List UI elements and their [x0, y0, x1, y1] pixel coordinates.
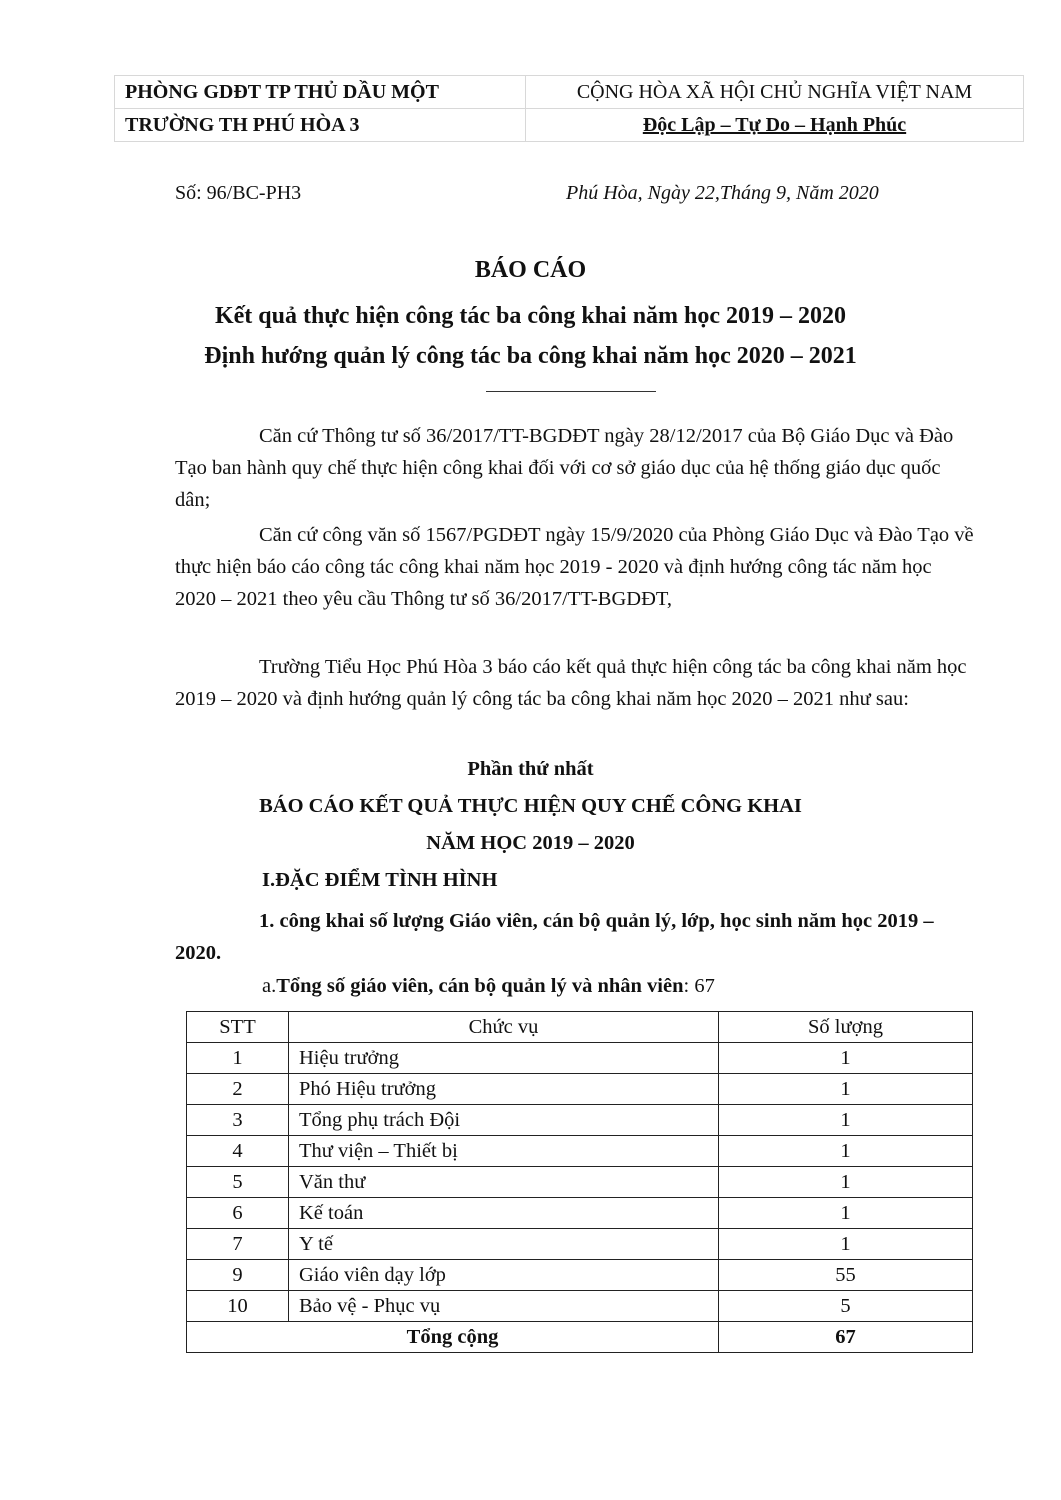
table-row [187, 1291, 973, 1322]
cell-quantity: 55 [719, 1260, 973, 1291]
cell-stt: 9 [187, 1260, 289, 1291]
cell-stt: 2 [187, 1074, 289, 1105]
cell-quantity: 1 [719, 1074, 973, 1105]
document-header [114, 75, 1024, 142]
section-year: NĂM HỌC 2019 – 2020 [426, 832, 635, 854]
cell-position: Tổng phụ trách Đội [289, 1105, 719, 1136]
header-school: TRƯỜNG TH PHÚ HÒA 3 [115, 109, 526, 142]
staff-total-value: : 67 [683, 975, 715, 997]
cell-position: Phó Hiệu trưởng [289, 1074, 719, 1105]
cell-quantity: 1 [719, 1229, 973, 1260]
total-value: 67 [719, 1322, 973, 1353]
subsection-staff-total [262, 975, 715, 998]
title-divider [486, 391, 656, 392]
cell-position: Y tế [289, 1229, 719, 1260]
place-date: Phú Hòa, Ngày 22,Tháng 9, Năm 2020 [566, 182, 879, 204]
staff-table [186, 1011, 973, 1353]
cell-position: Giáo viên dạy lớp [289, 1260, 719, 1291]
cell-stt: 6 [187, 1198, 289, 1229]
staff-total-prefix: a. [262, 975, 277, 997]
table-row [187, 1074, 973, 1105]
cell-position: Văn thư [289, 1167, 719, 1198]
header-department: PHÒNG GDĐT TP THỦ DẦU MỘT [115, 76, 526, 109]
cell-position: Bảo vệ - Phục vụ [289, 1291, 719, 1322]
column-header-quantity: Số lượng [719, 1012, 973, 1043]
cell-position: Thư viện – Thiết bị [289, 1136, 719, 1167]
column-header-position: Chức vụ [289, 1012, 719, 1043]
table-row [187, 1260, 973, 1291]
table-row [187, 1043, 973, 1074]
cell-quantity: 1 [719, 1136, 973, 1167]
table-row [187, 1198, 973, 1229]
paragraph-basis-circular: Căn cứ Thông tư số 36/2017/TT-BGDĐT ngày 28/12/2017 của Bộ Giáo Dục và Đào Tạo ban hành quy chế thực hiện công khai đối với cơ sở giáo dục của hệ thống giáo dục quốc dân; [175, 425, 954, 511]
paragraph-basis-dispatch: Căn cứ công văn số 1567/PGDĐT ngày 15/9/2020 của Phòng Giáo Dục và Đào Tạo về thực hiện báo cáo công tác công khai năm học 2019 - 2020 và định hướng công tác năm học 2020 – 2021 theo yêu cầu Thông tư số 36/2017/TT-BGDĐT, [175, 524, 974, 610]
report-subtitle-1: Kết quả thực hiện công tác ba công khai năm học 2019 – 2020 [214, 303, 847, 329]
cell-quantity: 1 [719, 1198, 973, 1229]
cell-stt: 10 [187, 1291, 289, 1322]
cell-stt: 1 [187, 1043, 289, 1074]
cell-stt: 4 [187, 1136, 289, 1167]
cell-position: Kế toán [289, 1198, 719, 1229]
table-body [187, 1043, 973, 1322]
table-header-row [187, 1012, 973, 1043]
table-row [187, 1229, 973, 1260]
total-label: Tổng cộng [187, 1322, 719, 1353]
header-motto: Độc Lập – Tự Do – Hạnh Phúc [642, 113, 907, 136]
cell-stt: 3 [187, 1105, 289, 1136]
cell-quantity: 1 [719, 1105, 973, 1136]
paragraph-intro: Trường Tiểu Học Phú Hòa 3 báo cáo kết quả thực hiện công tác ba công khai năm học 2019 – 2020 và định hướng quản lý công tác ba công khai năm học 2020 – 2021 như sau: [175, 656, 967, 710]
cell-stt: 7 [187, 1229, 289, 1260]
header-motto-cell [526, 109, 1024, 142]
header-country: CỘNG HÒA XÃ HỘI CHỦ NGHĨA VIỆT NAM [526, 76, 1024, 109]
cell-stt: 5 [187, 1167, 289, 1198]
staff-total-label: Tổng số giáo viên, cán bộ quản lý và nhân viên [276, 975, 684, 997]
table-row [187, 1167, 973, 1198]
section-heading: BÁO CÁO KẾT QUẢ THỰC HIỆN QUY CHẾ CÔNG KHAI [259, 795, 802, 817]
cell-position: Hiệu trưởng [289, 1043, 719, 1074]
subsection-staff-disclosure: 1. công khai số lượng Giáo viên, cán bộ quản lý, lớp, học sinh năm học 2019 – 2020. [175, 910, 934, 964]
table-total-row [187, 1322, 973, 1353]
report-subtitle-2: Định hướng quản lý công tác ba công khai năm học 2020 – 2021 [204, 343, 857, 369]
reference-number: Số: 96/BC-PH3 [175, 182, 302, 204]
report-title: BÁO CÁO [474, 257, 587, 283]
column-header-stt: STT [187, 1012, 289, 1043]
part-heading: Phần thứ nhất [467, 758, 594, 780]
table-row [187, 1105, 973, 1136]
table-row [187, 1136, 973, 1167]
cell-quantity: 1 [719, 1043, 973, 1074]
cell-quantity: 5 [719, 1291, 973, 1322]
subsection-situation: I.ĐẶC ĐIỂM TÌNH HÌNH [262, 869, 498, 891]
cell-quantity: 1 [719, 1167, 973, 1198]
